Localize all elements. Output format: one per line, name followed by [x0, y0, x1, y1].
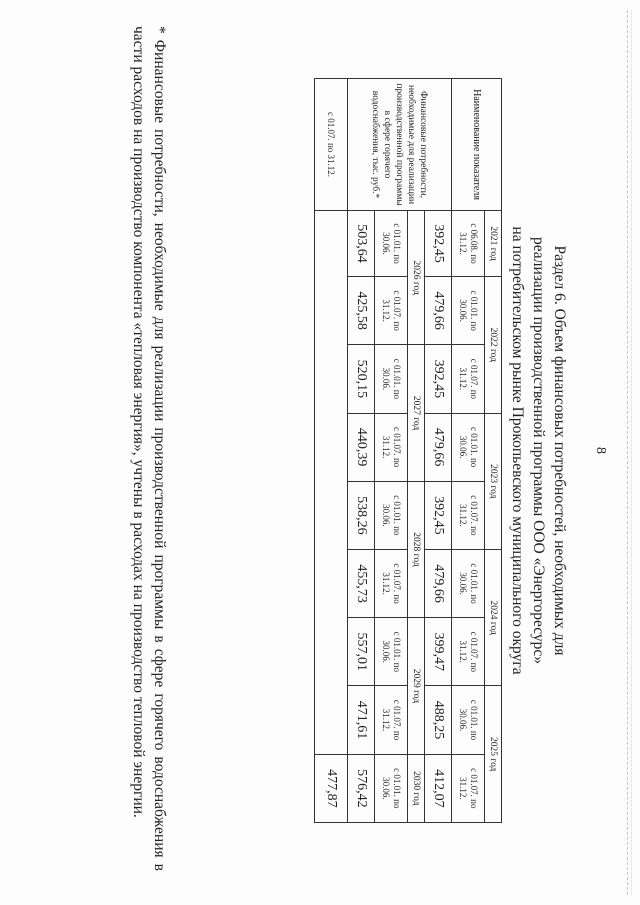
value-cell: 479,66: [425, 277, 452, 345]
value-cell: 392,45: [425, 481, 452, 549]
value-cell: 479,66: [425, 549, 452, 617]
period-header: с 01.07. по 31.12.: [452, 754, 485, 822]
period-header: с 01.01. по 30.06.: [375, 754, 408, 822]
value-cell: 520,15: [348, 345, 375, 413]
page-edge-line: [627, 10, 628, 895]
period-header: с 01.01. по 30.06.: [452, 277, 485, 345]
rotated-content: [7, 8, 622, 893]
period-header: с 01.07. по 31.12.: [375, 413, 408, 481]
year-header: 2023 год: [485, 413, 502, 549]
value-cell: 488,25: [425, 686, 452, 754]
year-header: 2027 год: [408, 345, 425, 481]
period-header: с 01.01. по 30.06.: [452, 549, 485, 617]
period-header: с 01.01. по 30.06.: [375, 481, 408, 549]
period-header: с 01.07. по 31.12.: [315, 79, 348, 211]
period-header: с 01.01. по 30.06.: [375, 345, 408, 413]
table-year-header-row-1: [485, 79, 502, 823]
value-cell: 412,07: [425, 754, 452, 822]
value-cell: 399,47: [425, 618, 452, 686]
value-cell: 455,73: [348, 549, 375, 617]
year-header: 2025 год: [485, 686, 502, 823]
year-header: 2028 год: [408, 481, 425, 617]
section-title-line-2: реализации производственной программы ООО «Энергоресурс»: [530, 236, 547, 665]
footnote: * Финансовые потребности, необходимые для реализации производственной программы в сфере горячего водоснабжения в части расходов на производство компонента «тепловая энергия», учтены в расходах на производство тепловой энергии.: [130, 26, 168, 871]
period-header: с 01.07. по 31.12.: [375, 686, 408, 754]
indicator-name-cell: Финансовые потребности, необходимые для реализации производственной программы в сфере горячего водоснабжения, тыс. руб.*: [348, 79, 452, 211]
value-cell: 503,64: [348, 211, 375, 277]
value-cell: 538,26: [348, 481, 375, 549]
financial-needs-table-wrapper: [314, 78, 502, 823]
value-cell-spacer: [315, 211, 348, 755]
table-value-row-1: [425, 79, 452, 823]
value-cell: 471,61: [348, 686, 375, 754]
value-cell: 576,42: [348, 754, 375, 822]
value-cell: 557,01: [348, 618, 375, 686]
value-cell: 392,45: [425, 345, 452, 413]
period-header: с 01.07. по 31.12.: [452, 618, 485, 686]
period-header: с 01.07. по 31.12.: [375, 549, 408, 617]
section-title-line-3: на потребительском рынке Прокопьевского муниципального округа: [509, 226, 526, 675]
period-header: с 01.01. по 30.06.: [452, 413, 485, 481]
period-header: с 01.07. по 31.12.: [452, 481, 485, 549]
year-header: 2024 год: [485, 549, 502, 685]
period-header: с 01.07. по 31.12.: [375, 277, 408, 345]
year-header: 2022 год: [485, 277, 502, 413]
year-header: 2026 год: [408, 211, 425, 345]
value-cell: 479,66: [425, 413, 452, 481]
period-header: с 06.08. по 31.12.: [452, 211, 485, 277]
period-header: с 01.01. по 30.06.: [375, 211, 408, 277]
year-header: 2029 год: [408, 618, 425, 754]
year-header: 2021 год: [485, 211, 502, 277]
period-header: с 01.07. по 31.12.: [452, 345, 485, 413]
value-cell: 425,58: [348, 277, 375, 345]
page-edge-line-secondary: [631, 10, 632, 895]
period-header: с 01.01. по 30.06.: [452, 686, 485, 754]
value-cell: 392,45: [425, 211, 452, 277]
financial-needs-table: [314, 78, 502, 823]
period-header: с 01.01. по 30.06.: [375, 618, 408, 686]
value-cell: 440,39: [348, 413, 375, 481]
page-number: 8: [593, 447, 608, 454]
year-header: 2030 год: [408, 754, 425, 822]
indicator-name-header: Наименование показателя: [452, 79, 502, 211]
section-title-line-1: Раздел 6. Объем финансовых потребностей, необходимых для: [551, 245, 568, 656]
section-title: [507, 88, 570, 813]
value-cell: 477,87: [315, 754, 348, 822]
table-extra-row-2026-2030: [315, 79, 348, 823]
